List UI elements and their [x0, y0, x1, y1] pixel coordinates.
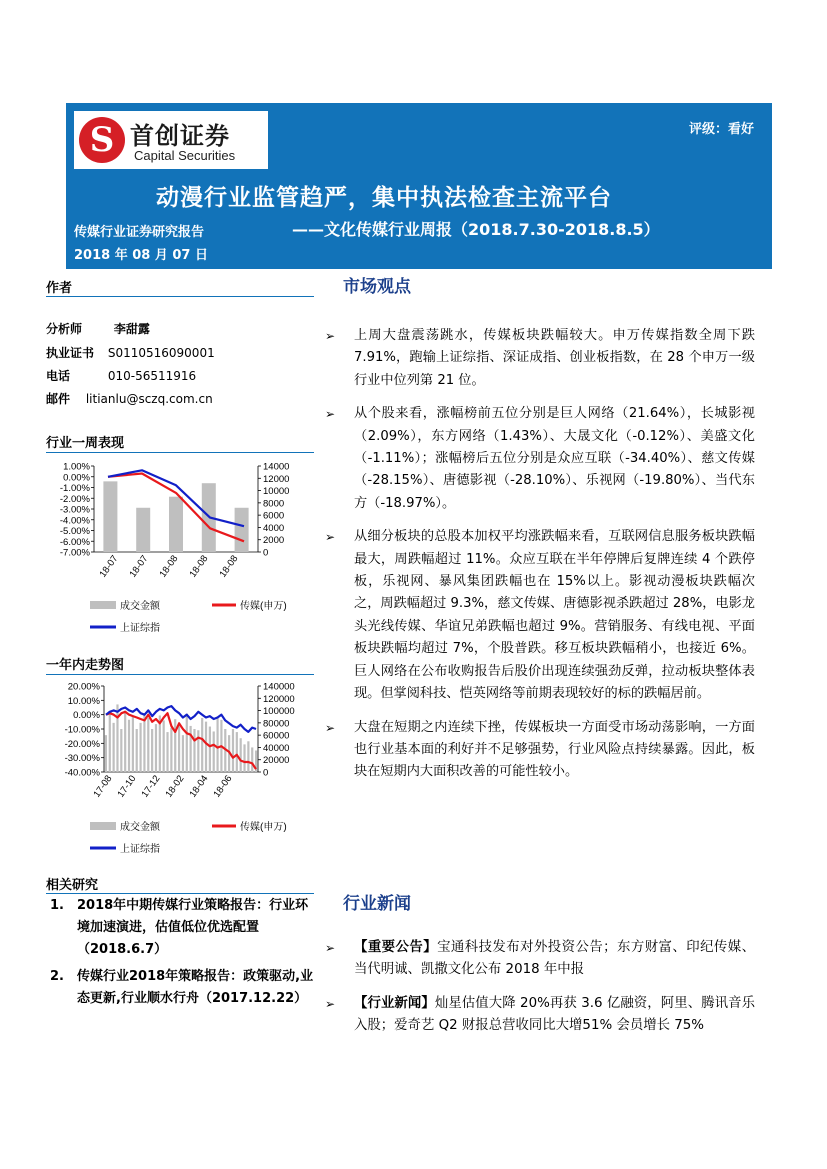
related-item-number: 1. — [50, 898, 64, 913]
volume-bar — [132, 717, 134, 772]
list-item: ➢ 大盘在短期之内连续下挫，传媒板块一方面受市场动荡影响，一方面也行业基本面的利好并不足够强势，行业风险点持续暴露。因此，板块在短期内大面积改善的可能性较小。 — [325, 717, 755, 784]
volume-bar — [197, 730, 199, 772]
chart2-title: 一年内走势图 — [46, 658, 125, 673]
rating: 评级：看好 — [688, 122, 754, 137]
legend-volume-swatch — [90, 822, 116, 830]
right-tick-label: 80000 — [263, 718, 290, 730]
left-tick-label: -10.00% — [64, 724, 100, 736]
logo-chinese-name: 首创证券 — [130, 121, 230, 150]
divider — [46, 893, 314, 894]
logo-english-name: Capital Securities — [134, 148, 236, 163]
volume-bar — [174, 719, 176, 772]
related-item-number: 2. — [50, 969, 64, 984]
right-tick-label: 10000 — [263, 486, 290, 498]
x-tick-label: 18-04 — [187, 773, 211, 800]
volume-bar — [109, 714, 111, 772]
email-label: 邮件 — [46, 392, 71, 406]
analyst-row — [46, 320, 150, 337]
volume-bar — [243, 744, 245, 772]
yearly-trend-chart — [46, 678, 314, 863]
market-view-list — [325, 325, 755, 795]
volume-bar — [128, 720, 130, 772]
volume-bar — [182, 735, 184, 772]
volume-bar — [166, 732, 168, 772]
right-tick-label: 14000 — [263, 461, 290, 473]
news-section-title: 行业新闻 — [343, 894, 411, 914]
volume-bar — [113, 723, 115, 772]
legend-media-label: 传媒(申万) — [240, 601, 287, 612]
volume-bar — [124, 711, 126, 772]
list-item: ➢ 从细分板块的总股本加权平均涨跌幅来看，互联网信息服务板块跌幅最大，周跌幅超过 11%。众应互联在半年停牌后复牌连续 4 个跌停板，乐视网、暴风集团跌幅也在 15%以上。影视动漫板块跌幅次之，周跌幅超过 9.3%，慈文传媒、唐德影视杀跌超过 28%，电影龙头光线传媒、华谊兄弟跌幅也超过 9%。营销服务、有线电视、平面板块跌幅均超过 7%，个股普跌。移互板块跌幅稍小，也接近 6%。巨人网络在公布收购报告后股价出现连续强劲反弹，拉动板块整体表现。但掌阅科技、恺英网络等前期表现较好的标的跌幅居前。 — [325, 526, 755, 705]
right-tick-label: 4000 — [263, 522, 285, 534]
legend-volume-label: 成交金额 — [120, 822, 160, 833]
analyst-name: 李甜露 — [113, 322, 150, 336]
arrow-bullet-icon: ➢ — [325, 530, 336, 545]
right-tick-label: 8000 — [263, 498, 285, 510]
right-tick-label: 0 — [263, 547, 269, 559]
left-tick-label: -1.00% — [59, 483, 90, 494]
arrow-bullet-icon: ➢ — [325, 996, 336, 1011]
legend-sse-label: 上证综指 — [120, 844, 160, 855]
volume-bar — [240, 738, 242, 772]
x-tick-label: 17-08 — [91, 773, 115, 800]
chart1-title: 行业一周表现 — [46, 436, 125, 451]
right-tick-label: 60000 — [263, 730, 290, 742]
volume-bar — [120, 729, 122, 772]
author-section-title: 作者 — [46, 281, 73, 296]
right-tick-label: 0 — [263, 767, 269, 779]
volume-bar — [232, 729, 234, 772]
left-tick-label: 10.00% — [67, 695, 100, 707]
list-item: ➢ 上周大盘震荡跳水，传媒板块跌幅较大。申万传媒指数全周下跌 7.91%，跑输上证综指、深证成指、创业板指数，在 28 个申万一级行业中位列第 21 位。 — [325, 325, 755, 392]
x-tick-label: 17-10 — [115, 773, 139, 800]
volume-bar — [213, 731, 215, 772]
email-link[interactable]: litianlu@sczq.com.cn — [85, 392, 213, 406]
related-section-title: 相关研究 — [46, 878, 99, 893]
divider — [46, 674, 314, 675]
volume-bar — [186, 714, 188, 772]
volume-bar — [193, 729, 195, 772]
right-tick-label: 2000 — [263, 535, 285, 547]
left-tick-label: -2.00% — [59, 493, 90, 505]
report-header — [66, 103, 772, 269]
left-tick-label: 1.00% — [63, 461, 90, 473]
x-tick-label: 18-08 — [187, 553, 211, 580]
left-tick-label: -6.00% — [59, 536, 90, 548]
right-tick-label: 40000 — [263, 742, 290, 754]
email-row — [46, 390, 213, 407]
x-tick-label: 18-07 — [127, 553, 151, 580]
left-tick-label: -20.00% — [64, 738, 100, 750]
company-logo — [74, 111, 268, 169]
volume-bar — [247, 741, 249, 772]
volume-bar — [136, 729, 138, 772]
news-tag: 【行业新闻】 — [354, 995, 435, 1011]
x-tick-label: 18-06 — [211, 773, 235, 800]
weekly-performance-chart — [46, 456, 314, 646]
right-tick-label: 6000 — [263, 510, 285, 522]
left-tick-label: -7.00% — [59, 547, 90, 559]
x-tick-label: 18-08 — [217, 553, 241, 580]
left-tick-label: -5.00% — [59, 526, 90, 537]
volume-bar — [136, 508, 150, 552]
volume-bar — [236, 732, 238, 772]
volume-bar — [139, 723, 141, 772]
cert-row — [46, 344, 215, 361]
volume-bar — [216, 717, 218, 772]
volume-bar — [143, 714, 145, 772]
x-tick-label: 18-08 — [157, 553, 181, 580]
volume-bar — [105, 735, 107, 772]
phone-label: 电话 — [46, 369, 71, 383]
right-tick-label: 140000 — [263, 681, 295, 693]
news-text: 灿星估值大降 20%再获 3.6 亿融资，阿里、腾讯音乐入股；爱奇艺 Q2 财报总营收同比大增51% 会员增长 75% — [354, 995, 755, 1034]
market-section-title: 市场观点 — [343, 277, 411, 297]
left-tick-label: -3.00% — [59, 504, 90, 516]
report-subtitle: ——文化传媒行业周报（2018.7.30-2018.8.5） — [292, 220, 660, 239]
logo-s-icon: S — [79, 117, 125, 163]
industry-news-list — [325, 937, 755, 1049]
related-item-text: 传媒行业2018年策略报告：政策驱动,业态更新,行业顺水行舟（2017.12.22） — [77, 969, 314, 1006]
cert-label: 执业证书 — [46, 346, 95, 360]
volume-bar — [190, 726, 192, 772]
left-tick-label: -4.00% — [59, 515, 90, 527]
volume-bar — [116, 704, 118, 772]
related-item-text: 2018年中期传媒行业策略报告：行业环境加速演进，估值低位优选配置（2018.6.7） — [77, 898, 309, 957]
volume-bar — [163, 720, 165, 772]
phone-row — [46, 367, 196, 384]
right-tick-label: 20000 — [263, 755, 290, 767]
volume-bar — [147, 718, 149, 772]
arrow-bullet-icon: ➢ — [325, 941, 336, 955]
volume-bar — [251, 747, 253, 772]
left-tick-label: -40.00% — [64, 767, 100, 779]
volume-bar — [205, 722, 207, 772]
x-tick-label: 18-07 — [97, 553, 121, 580]
x-tick-label: 17-12 — [139, 773, 163, 800]
report-date: 2018 年 08 月 07 日 — [74, 248, 208, 263]
report-title: 动漫行业监管趋严，集中执法检查主流平台 — [156, 184, 612, 211]
volume-bar — [235, 508, 249, 552]
volume-bar — [170, 728, 172, 772]
volume-bar — [151, 729, 153, 772]
volume-bar — [178, 723, 180, 772]
analyst-label: 分析师 — [46, 322, 83, 336]
phone-number: 010-56511916 — [107, 369, 197, 383]
arrow-bullet-icon: ➢ — [325, 329, 336, 343]
legend-volume-swatch — [90, 601, 116, 609]
cert-number: S0110516090001 — [107, 346, 215, 360]
left-tick-label: -30.00% — [64, 753, 100, 765]
report-type: 传媒行业证券研究报告 — [74, 225, 205, 240]
volume-bar — [169, 497, 183, 552]
left-tick-label: 0.00% — [63, 472, 90, 484]
volume-bar — [155, 724, 157, 772]
legend-media-label: 传媒(申万) — [240, 822, 287, 833]
divider — [46, 452, 314, 453]
list-item: ➢ 从个股来看，涨幅榜前五位分别是巨人网络（21.64%），长城影视（2.09%），东方网络（1.43%）、大晟文化（-0.12%）、美盛文化（-1.11%）；涨幅榜后五位分别是众应互联（-34.40%）、慈文传媒（-28.15%）、唐德影视（-28.10%）、乐视网（-19.80%）、当代东方（-18.97%）。 — [325, 403, 755, 515]
arrow-bullet-icon: ➢ — [325, 720, 336, 735]
arrow-bullet-icon: ➢ — [325, 407, 336, 422]
legend-volume-label: 成交金额 — [120, 601, 160, 612]
volume-bar — [103, 481, 117, 552]
news-tag: 【重要公告】 — [354, 940, 438, 955]
volume-bar — [201, 718, 203, 772]
news-text: 宝通科技发布对外投资公告；东方财富、印纪传媒、当代明诚、凯撒文化公布 2018 年中报 — [354, 940, 756, 978]
news-item[interactable] — [325, 937, 755, 982]
legend-sse-label: 上证综指 — [120, 623, 160, 634]
right-tick-label: 12000 — [263, 473, 290, 485]
left-tick-label: 20.00% — [67, 681, 100, 693]
volume-bar — [209, 727, 211, 772]
divider — [46, 296, 314, 297]
left-tick-label: 0.00% — [73, 710, 100, 722]
news-item[interactable] — [325, 993, 755, 1038]
right-tick-label: 100000 — [263, 706, 295, 718]
x-tick-label: 18-02 — [163, 773, 187, 800]
right-tick-label: 120000 — [263, 693, 295, 705]
